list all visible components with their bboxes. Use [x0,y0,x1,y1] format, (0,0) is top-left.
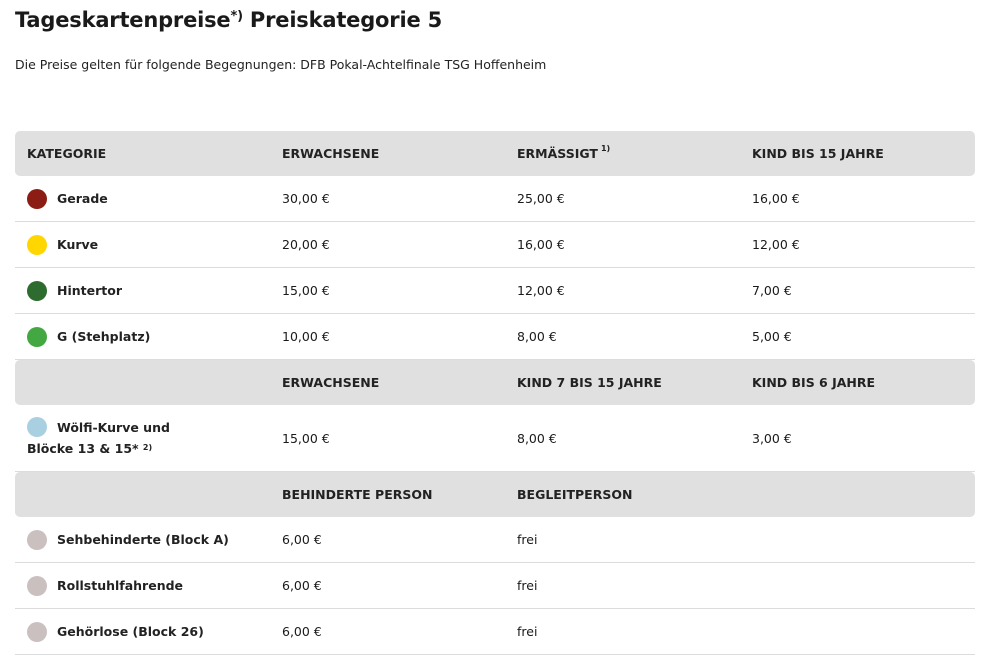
category-cell [15,576,270,596]
category-name: Sehbehinderte (Block A) [57,532,229,547]
category-name: Rollstuhlfahrende [57,578,184,593]
header-erwachsene: ERWACHSENE [282,146,380,161]
page-title-footnote: *) [230,9,243,24]
price-begleitperson: frei [517,532,538,547]
table-row [15,405,975,472]
category-cell [15,622,270,642]
table-row [15,268,975,314]
price-kind-7-15: 8,00 € [517,430,557,446]
category-cell [15,417,270,459]
price-erwachsene: 10,00 € [282,329,330,344]
category-name: Kurve [57,237,99,252]
table-subheader [15,360,975,405]
category-footnote: 2) [142,443,153,452]
subheader-kind-6: KIND BIS 6 JAHRE [752,375,876,390]
table-header [15,131,975,176]
price-behinderte-person: 6,00 € [282,532,322,547]
header-kind: KIND BIS 15 JAHRE [752,146,884,161]
subheader-erwachsene: ERWACHSENE [282,375,380,390]
price-kind-6: 3,00 € [752,430,792,446]
category-name: Gehörlose (Block 26) [57,624,204,639]
category-color-dot [27,281,47,301]
price-begleitperson: frei [517,578,538,593]
category-name: Gerade [57,191,108,206]
category-color-dot [27,417,47,437]
table-row [15,176,975,222]
page-title [15,6,442,34]
category-color-dot [27,530,47,550]
price-behinderte-person: 6,00 € [282,624,322,639]
table-row [15,609,975,655]
header-ermaessigt [505,146,740,161]
price-ermaessigt: 25,00 € [517,191,565,206]
page-title-rest: Preiskategorie 5 [242,8,443,32]
price-kind: 7,00 € [752,283,792,298]
price-kind: 16,00 € [752,191,800,206]
category-cell [15,327,270,347]
category-cell [15,189,270,209]
category-cell [15,530,270,550]
page-subtitle: Die Preise gelten für folgende Begegnungen: DFB Pokal-Achtelfinale TSG Hoffenheim [15,57,547,72]
table-row [15,563,975,609]
price-erwachsene: 15,00 € [282,283,330,298]
category-cell [15,235,270,255]
header-kategorie: KATEGORIE [27,146,107,161]
category-name-line2: Blöcke 13 & 15* [27,441,139,456]
table-row [15,314,975,360]
category-color-dot [27,622,47,642]
category-color-dot [27,189,47,209]
category-name [27,417,270,459]
category-name: Hintertor [57,283,122,298]
category-color-dot [27,576,47,596]
page-title-text: Tageskartenpreise [15,8,231,32]
category-name: G (Stehplatz) [57,329,151,344]
category-name-line1: Wölfi-Kurve und [57,420,170,435]
subheader-begleitperson: BEGLEITPERSON [517,487,633,502]
header-ermaessigt-footnote: 1) [600,144,611,153]
header-ermaessigt-label: ERMÄSSIGT [517,146,598,161]
subheader-behinderte-person: BEHINDERTE PERSON [282,487,433,502]
price-ermaessigt: 16,00 € [517,237,565,252]
category-color-dot [27,235,47,255]
price-ermaessigt: 8,00 € [517,329,557,344]
price-kind: 5,00 € [752,329,792,344]
table-row [15,517,975,563]
subheader-kind-7-15: KIND 7 BIS 15 JAHRE [517,375,662,390]
table-subheader [15,472,975,517]
category-color-dot [27,327,47,347]
price-erwachsene: 20,00 € [282,237,330,252]
price-kind: 12,00 € [752,237,800,252]
table-row [15,222,975,268]
price-begleitperson: frei [517,624,538,639]
price-erwachsene: 30,00 € [282,191,330,206]
price-ermaessigt: 12,00 € [517,283,565,298]
price-erwachsene: 15,00 € [282,430,330,446]
price-behinderte-person: 6,00 € [282,578,322,593]
category-cell [15,281,270,301]
price-table [15,131,975,655]
